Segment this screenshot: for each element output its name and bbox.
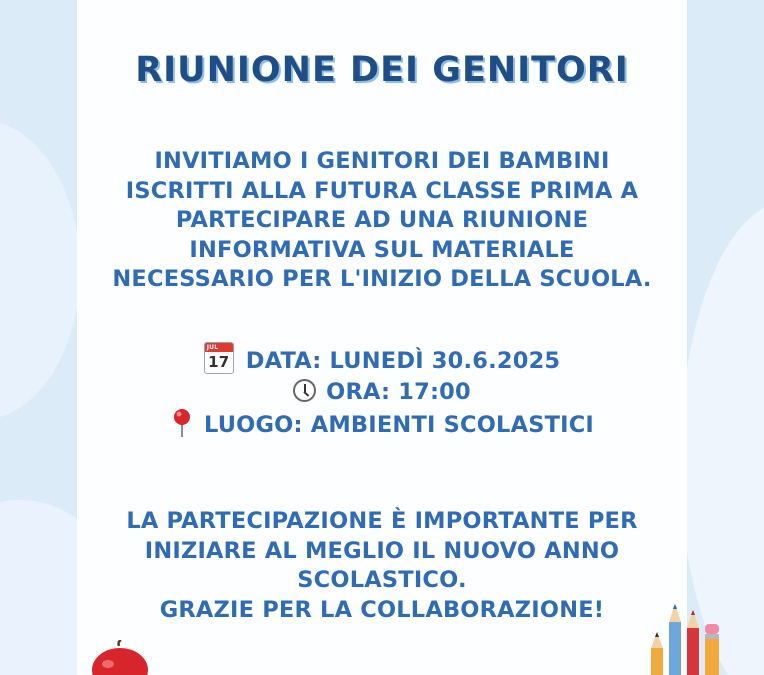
closing-line: LA PARTECIPAZIONE È IMPORTANTE PER xyxy=(126,508,638,534)
apple-icon xyxy=(90,640,150,675)
calendar-month: JUL xyxy=(206,344,219,351)
intro-paragraph xyxy=(0,147,764,295)
date-text: DATA: LUNEDÌ 30.6.2025 xyxy=(245,348,561,374)
closing-line: INIZIARE AL MEGLIO IL NUOVO ANNO xyxy=(144,537,620,564)
calendar-day: 17 xyxy=(208,353,230,371)
pencils-icon xyxy=(643,600,743,675)
closing-line: GRAZIE PER LA COLLABORAZIONE! xyxy=(159,596,605,623)
pushpin-icon xyxy=(170,408,194,438)
clock-icon xyxy=(293,379,316,402)
time-text: ORA: 17:00 xyxy=(326,379,471,405)
place-text: LUOGO: AMBIENTI SCOLASTICI xyxy=(203,412,595,438)
intro-line: INFORMATIVA SUL MATERIALE xyxy=(189,236,575,263)
place-row xyxy=(0,408,764,441)
time-row xyxy=(0,377,764,408)
flyer-title: RIUNIONE DEI GENITORI xyxy=(135,50,629,90)
calendar-icon xyxy=(204,342,234,374)
date-row xyxy=(0,342,764,377)
intro-line: INVITIAMO I GENITORI DEI BAMBINI xyxy=(154,148,610,174)
closing-line: SCOLASTICO. xyxy=(297,567,467,593)
intro-line: NECESSARIO PER L'INIZIO DELLA SCUOLA. xyxy=(112,266,652,292)
intro-line: ISCRITTI ALLA FUTURA CLASSE PRIMA A xyxy=(125,177,639,204)
meeting-details xyxy=(0,342,764,441)
intro-line: PARTECIPARE AD UNA RIUNIONE xyxy=(175,207,589,233)
